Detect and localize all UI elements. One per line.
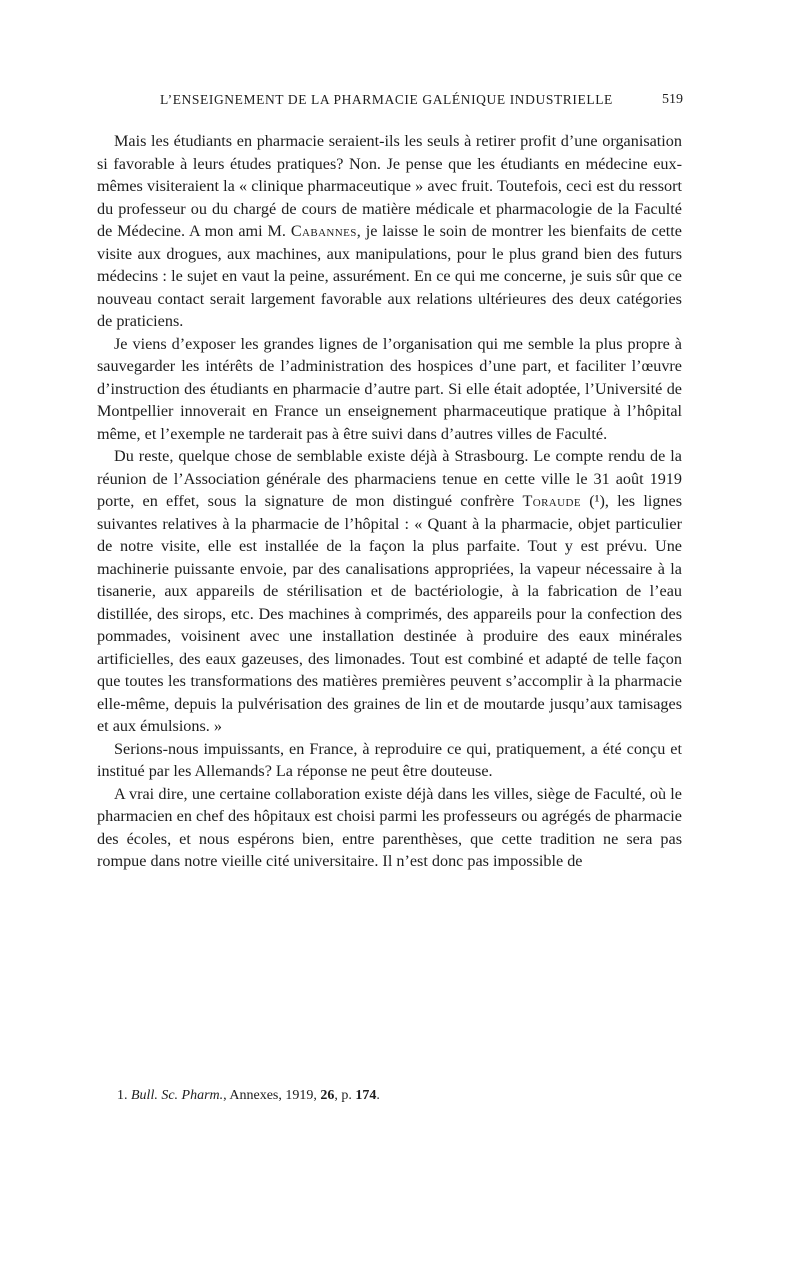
- paragraph-3-text-a: Du reste, quelque chose de semblable existe déjà à Strasbourg. Le compte rendu de la réunion de l’Association générale des pharmaciens tenue en cette ville le 31 août 1919 porte, en effet, sous la signature de mon distingué confrère: [97, 447, 682, 510]
- footnote-number: 1.: [117, 1088, 128, 1103]
- paragraph-2: Je viens d’exposer les grandes lignes de l’organisation qui me semble la plus propre à sauvegarder les intérêts de l’administration des hospices d’une part, et faciliter l’œuvre d’instruction des étudiants en pharmacie d’autre part. Si elle était adoptée, l’Université de Montpellier innoverait en France un enseignement pharmaceutique pratique à l’hôpital même, et l’exemple ne tarderait pas à être suivi dans d’autres villes de Faculté.: [97, 334, 682, 443]
- paragraph-1: [97, 130, 682, 333]
- paragraph-3-text-b: , les lignes suivantes relatives à la pharmacie de l’hôpital : « Quant à la pharmacie, objet particulier de notre visite, elle est installée de la façon la plus parfaite. Tout y est prévu. Une machinerie puissante envoie, par des canalisations appropriées, la vapeur nécessaire à la tisanerie, aux appareils de stérilisation et de bactériologie, à la fabrication de l’eau distillée, des sirops, etc. Des machines à comprimés, des appareils pour la confection des pommades, voisinent avec une installation destinée à produire des eaux minérales artificielles, des eaux gazeuses, des limonades. Tout est combiné et adapté de telle façon que toutes les transformations des matières premières peuvent s’accomplir à la pharmacie elle-même, depuis la pulvérisation des graines de lin et de moutarde jusqu’aux tamisages et aux émulsions. »: [97, 492, 683, 735]
- body-text: [97, 130, 682, 873]
- paragraph-4: Serions-nous impuissants, en France, à reproduire ce qui, pratiquement, a été conçu et institué par les Allemands? La réponse ne peut être douteuse.: [97, 739, 682, 780]
- paragraph-5: A vrai dire, une certaine collaboration existe déjà dans les villes, siège de Faculté, où le pharmacien en chef des hôpitaux est choisi parmi les professeurs ou agrégés de pharmacie des écoles, et nous espérons bien, entre parenthèses, que cette tradition ne sera pas rompue dans notre vieille cité universitaire. Il n’est donc pas impossible de: [97, 784, 682, 870]
- footnote-pages-prefix: , p.: [334, 1088, 356, 1103]
- footnote: [117, 1087, 677, 1105]
- paragraph-3: [97, 445, 682, 738]
- footnote-journal: Bull. Sc. Pharm.: [131, 1088, 224, 1103]
- footnote-details: , Annexes, 1919,: [223, 1088, 321, 1103]
- footnote-end: .: [376, 1088, 380, 1103]
- paragraph-1-text-a: Mais les étudiants en pharmacie seraient-ils les seuls à retirer profit d’une organisation si favorable à leurs études pratiques? Non. Je pense que les étudiants en médecine eux-mêmes visiteraient la « clinique pharmaceutique » avec fruit. Toutefois, ceci est du ressort du professeur ou du chargé de cours de matière médicale et pharmacologie de la Faculté de Médecine. A mon ami M.: [97, 132, 682, 240]
- footnote-page: 174: [355, 1088, 377, 1103]
- author-name-toraude: Toraude: [522, 492, 581, 510]
- paragraph-1-text-b: , je laisse le soin de montrer les bienfaits de cette visite aux drogues, aux machines, aux manipulations, pour le plus grand bien des futurs médecins : le sujet en vaut la peine, assurément. En ce qui me concerne, je suis sûr que ce nouveau contact serait largement favorable aux relations ultérieures des deux catégories de praticiens.: [97, 222, 682, 330]
- page-header: [100, 92, 683, 116]
- author-name-cabannes: Cabannes: [290, 222, 357, 240]
- page-number: 519: [662, 92, 683, 107]
- running-title: L’ENSEIGNEMENT DE LA PHARMACIE GALÉNIQUE INDUSTRIELLE: [160, 92, 613, 107]
- footnote-reference: (¹): [589, 492, 605, 510]
- footnote-volume: 26: [320, 1088, 335, 1103]
